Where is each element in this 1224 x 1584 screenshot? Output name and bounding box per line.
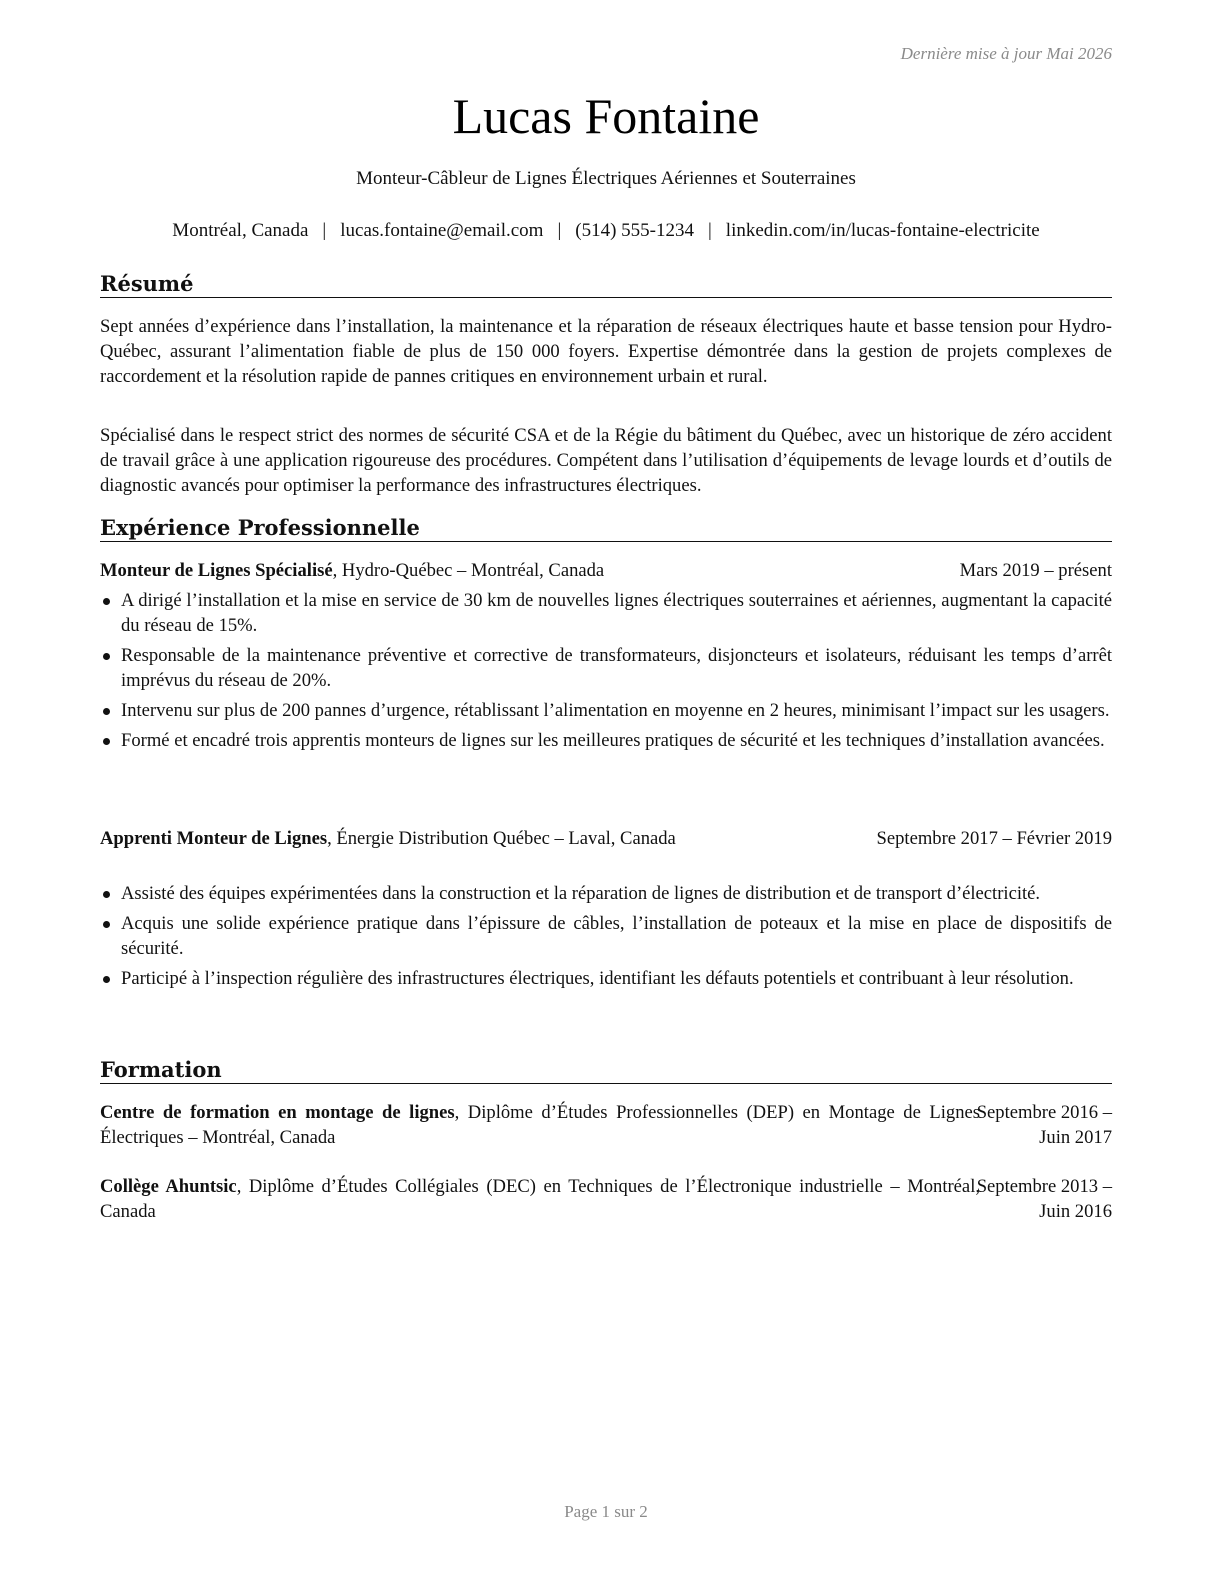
bullet-icon — [103, 921, 110, 928]
page-number: Page 1 sur 2 — [564, 1502, 648, 1521]
education-detail: , Diplôme d’Études Professionnelles (DEP) en Montage de Lignes Électriques – Montréal, Canada — [100, 1102, 981, 1148]
contact-separator: | — [557, 220, 562, 241]
candidate-name: Lucas Fontaine — [452, 88, 760, 144]
section-title-experience: Expérience Professionnelle — [100, 515, 1112, 542]
contact-linkedin[interactable]: linkedin.com/in/lucas-fontaine-electricite — [725, 220, 1040, 241]
list-item — [100, 588, 1112, 638]
summary-paragraph: Sept années d’expérience dans l’installation, la maintenance et la réparation de réseaux électriques haute et basse tension pour Hydro-Québec, assurant l’alimentation fiable de plus de 150 000 foyers. Expertise démontrée dans la gestion de projets complexes de raccordement et la résolution rapide de pannes critiques en environnement urbain et rural. — [100, 316, 1112, 387]
contact-separator: | — [322, 220, 327, 241]
bullet-icon — [103, 738, 110, 745]
job-bullets — [100, 588, 1112, 758]
bullet-text: A dirigé l’installation et la mise en service de 30 km de nouvelles lignes électriques souterraines et aériennes, augmentant la capacité du réseau de 15%. — [121, 590, 1112, 636]
education-school: Centre de formation en montage de lignes — [100, 1102, 455, 1123]
contact-location: Montréal, Canada — [172, 220, 309, 241]
education-entry — [100, 1100, 1112, 1150]
list-item — [100, 698, 1112, 723]
bullet-icon — [103, 598, 110, 605]
job-bullets — [100, 881, 1112, 996]
job-dates: Septembre 2017 – Février 2019 — [876, 828, 1112, 849]
last-updated: Dernière mise à jour Mai 2026 — [900, 44, 1112, 63]
education-description — [100, 1174, 980, 1224]
education-dates: Septembre 2016 – Juin 2017 — [976, 1102, 1112, 1148]
bullet-icon — [103, 708, 110, 715]
job-title: Monteur de Lignes Spécialisé — [100, 560, 333, 581]
bullet-icon — [103, 976, 110, 983]
bullet-text: Acquis une solide expérience pratique dans l’épissure de câbles, l’installation de poteaux et la mise en place de dispositifs de sécurité. — [121, 913, 1112, 959]
job-title: Apprenti Monteur de Lignes — [100, 828, 328, 849]
contact-phone: (514) 555-1234 — [575, 220, 694, 241]
bullet-text: Responsable de la maintenance préventive et corrective de transformateurs, disjoncteurs et isolateurs, réduisant les temps d’arrêt imprévus du réseau de 20%. — [121, 645, 1112, 691]
bullet-text: Assisté des équipes expérimentées dans la construction et la réparation de lignes de distribution et de transport d’électricité. — [121, 883, 1041, 904]
list-item — [100, 911, 1112, 961]
job-header — [100, 558, 1112, 583]
contact-separator: | — [707, 220, 712, 241]
section-title-education: Formation — [100, 1057, 1112, 1084]
contact-email[interactable]: lucas.fontaine@email.com — [340, 220, 544, 241]
bullet-icon — [103, 653, 110, 660]
bullet-text: Formé et encadré trois apprentis monteurs de lignes sur les meilleures pratiques de sécurité et les techniques d’installation avancées. — [121, 730, 1105, 751]
job-header — [100, 826, 1112, 876]
list-item — [100, 881, 1112, 906]
bullet-text: Participé à l’inspection régulière des infrastructures électriques, identifiant les défauts potentiels et contribuant à leur résolution. — [121, 968, 1074, 989]
job-tagline: Monteur-Câbleur de Lignes Électriques Aériennes et Souterraines — [356, 168, 856, 189]
contact-line — [100, 219, 1112, 243]
education-entry — [100, 1174, 1112, 1224]
bullet-text: Intervenu sur plus de 200 pannes d’urgence, rétablissant l’alimentation en moyenne en 2 heures, minimisant l’impact sur les usagers. — [121, 700, 1110, 721]
resume-page — [100, 0, 1112, 1584]
summary-paragraph: Spécialisé dans le respect strict des normes de sécurité CSA et de la Régie du bâtiment du Québec, avec un historique de zéro accident de travail grâce à une application rigoureuse des procédures. Compétent dans l’utilisation d’équipements de levage lourds et d’outils de diagnostic avancés pour optimiser la performance des infrastructures électriques. — [100, 425, 1112, 496]
job-title-line — [100, 558, 604, 583]
job-organization: , Hydro-Québec – Montréal, Canada — [332, 560, 605, 581]
job-title-line — [100, 826, 676, 851]
list-item — [100, 728, 1112, 753]
job-dates: Mars 2019 – présent — [959, 560, 1112, 581]
education-dates: Septembre 2013 – Juin 2016 — [976, 1176, 1112, 1222]
list-item — [100, 966, 1112, 991]
list-item — [100, 643, 1112, 693]
education-description — [100, 1100, 980, 1150]
section-title-summary: Résumé — [100, 271, 1112, 298]
bullet-icon — [103, 891, 110, 898]
education-detail: , Diplôme d’Études Collégiales (DEC) en Techniques de l’Électronique industrielle – Montréal, Canada — [100, 1176, 981, 1222]
job-organization: , Énergie Distribution Québec – Laval, Canada — [327, 828, 676, 849]
education-school: Collège Ahuntsic — [100, 1176, 237, 1197]
